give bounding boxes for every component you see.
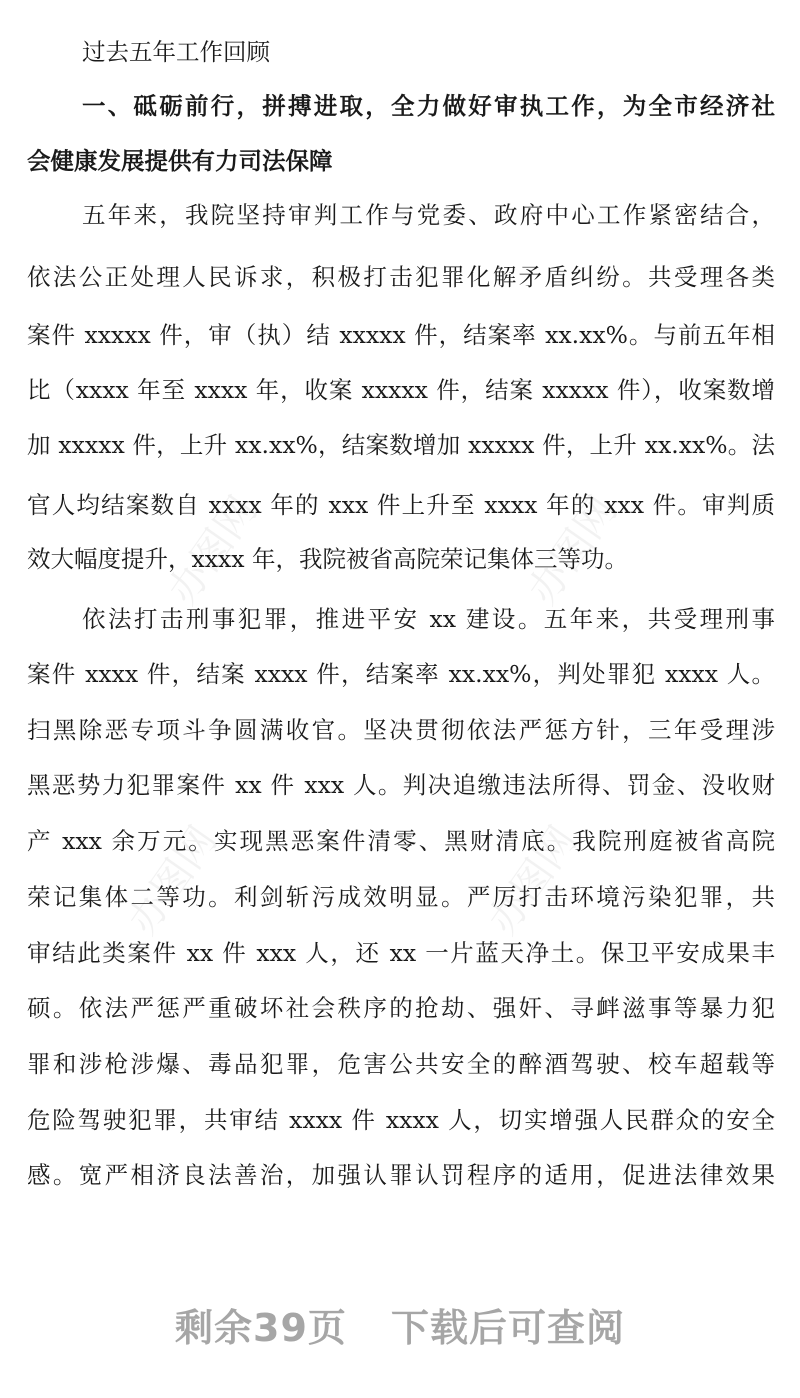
paragraph-line: 审结此类案件 xx 件 xxx 人，还 xx 一片蓝天净土。保卫平安成果丰 (27, 939, 775, 967)
paragraph-line: 案件 xxxx 件，结案 xxxx 件，结案率 xx.xx%，判处罪犯 xxxx 人。 (27, 660, 775, 688)
paragraph-line: 依法公正处理人民诉求，积极打击犯罪化解矛盾纠纷。共受理各类 (27, 263, 775, 291)
remaining-pages-label: 剩余39页 (175, 1306, 347, 1350)
section-heading-line: 一、砥砺前行，拼搏进取，全力做好审执工作，为全市经济社 (82, 92, 775, 120)
paragraph-line: 五年来，我院坚持审判工作与党委、政府中心工作紧密结合， (82, 201, 775, 229)
paragraph-line: 官人均结案数自 xxxx 年的 xxx 件上升至 xxxx 年的 xxx 件。审判质 (27, 491, 775, 519)
download-prompt[interactable] (0, 1297, 800, 1352)
paragraph-line: 罪和涉枪涉爆、毒品犯罪，危害公共安全的醉酒驾驶、校车超载等 (27, 1050, 775, 1078)
paragraph-line: 效大幅度提升，xxxx 年，我院被省高院荣记集体三等功。 (27, 545, 628, 573)
paragraph-line: 黑恶势力犯罪案件 xx 件 xxx 人。判决追缴违法所得、罚金、没收财 (27, 771, 775, 799)
section-heading-line: 会健康发展提供有力司法保障 (27, 147, 333, 175)
paragraph-line: 加 xxxxx 件，上升 xx.xx%，结案数增加 xxxxx 件，上升 xx.xx%。法 (27, 431, 775, 459)
paragraph-line: 比（xxxx 年至 xxxx 年，收案 xxxxx 件，结案 xxxxx 件），收案数增 (27, 376, 775, 404)
download-to-view-label[interactable]: 下载后可查阅 (390, 1306, 625, 1350)
document-title: 过去五年工作回顾 (82, 38, 270, 66)
paragraph-line: 危险驾驶犯罪，共审结 xxxx 件 xxxx 人，切实增强人民群众的安全 (27, 1106, 775, 1134)
paragraph-line: 案件 xxxxx 件，审（执）结 xxxxx 件，结案率 xx.xx%。与前五年相 (27, 321, 775, 349)
paragraph-line: 荣记集体二等功。利剑斩污成效明显。严厉打击环境污染犯罪，共 (27, 883, 775, 911)
paragraph-line: 依法打击刑事犯罪，推进平安 xx 建设。五年来，共受理刑事 (82, 605, 775, 633)
watermark: 办图网 (159, 488, 267, 613)
watermark: 办图网 (479, 818, 587, 943)
watermark: 办图网 (519, 488, 627, 613)
paragraph-line: 扫黑除恶专项斗争圆满收官。坚决贯彻依法严惩方针，三年受理涉 (27, 716, 775, 744)
paragraph-line: 感。宽严相济良法善治，加强认罪认罚程序的适用，促进法律效果 (27, 1161, 775, 1189)
watermark: 办图网 (119, 818, 227, 943)
paragraph-line: 产 xxx 余万元。实现黑恶案件清零、黑财清底。我院刑庭被省高院 (27, 827, 775, 855)
paragraph-line: 硕。依法严惩严重破坏社会秩序的抢劫、强奸、寻衅滋事等暴力犯 (27, 994, 775, 1022)
